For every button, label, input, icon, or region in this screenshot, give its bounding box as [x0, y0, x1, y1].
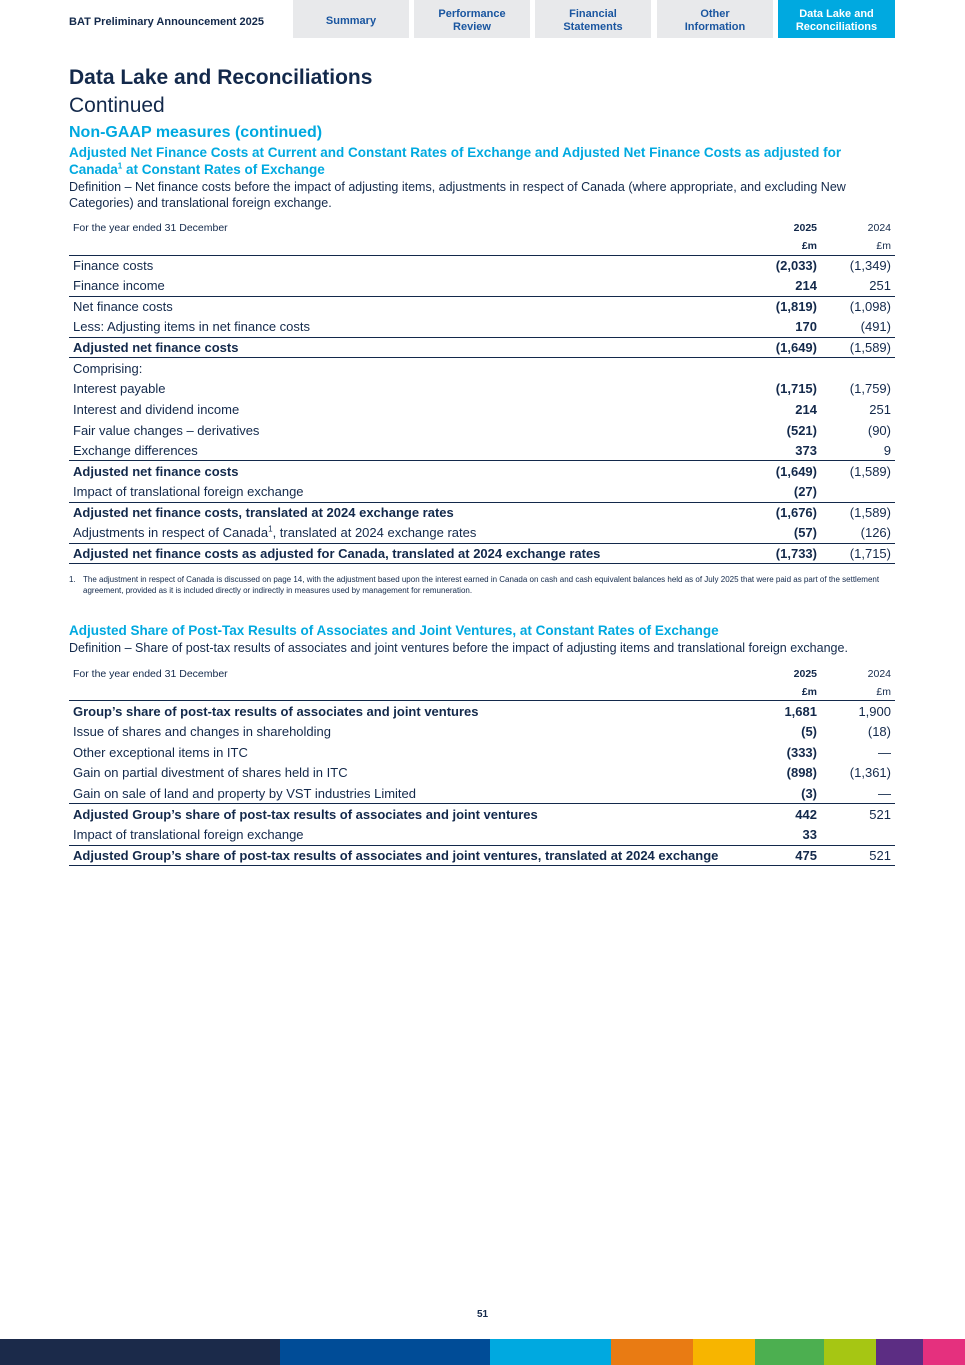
color-segment: [611, 1339, 693, 1365]
table-row: [69, 276, 895, 297]
value-2025: (521): [786, 422, 817, 438]
table2-heading: Adjusted Share of Post-Tax Results of Associates and Joint Ventures, at Constant Rates of Exchange: [69, 623, 719, 639]
footer-color-bar: [0, 1339, 965, 1365]
table-row: [69, 763, 895, 784]
value-2024: —: [878, 744, 891, 760]
associates-table: [69, 665, 895, 866]
col-2024-unit: £m: [876, 685, 891, 698]
tab-data-lake-reconciliations[interactable]: Data Lake and Reconciliations: [778, 0, 895, 38]
table-row-total: [69, 461, 895, 482]
row-label: Gain on sale of land and property by VST industries Limited: [73, 785, 417, 801]
value-2024: 1,900: [821, 701, 895, 722]
color-segment: [0, 1339, 280, 1365]
page-title: Data Lake and Reconciliations: [69, 66, 373, 89]
col-2025-header: 2025: [793, 667, 817, 680]
color-segment: [824, 1339, 876, 1365]
value-2024: (1,098): [821, 296, 895, 317]
page-subtitle: Continued: [69, 94, 165, 117]
table-row: [69, 317, 895, 338]
table-row: [69, 523, 895, 544]
col-2024-header: 2024: [867, 667, 891, 680]
row-label: Adjusted Group’s share of post-tax results of associates and joint ventures, translated at 2024 exchange: [69, 845, 741, 866]
table-row: [69, 701, 895, 722]
row-label: Impact of translational foreign exchange: [73, 827, 304, 843]
table-row-total: [69, 502, 895, 523]
period-label: For the year ended 31 December: [73, 222, 228, 234]
value-2024: (1,759): [849, 381, 891, 397]
table-row-total: [69, 804, 895, 825]
table-row: [69, 420, 895, 441]
value-2025: (1,715): [775, 381, 817, 397]
table-row: [69, 440, 895, 461]
value-2024: (1,589): [821, 461, 895, 482]
table-row: [69, 296, 895, 317]
footnote: [69, 574, 895, 596]
associates-section: [69, 622, 895, 866]
value-2024: 251: [869, 278, 891, 294]
col-2024-header: 2024: [867, 222, 891, 234]
table-row-total: [69, 337, 895, 358]
value-2025: (5): [801, 724, 817, 740]
color-segment: [280, 1339, 490, 1365]
value-2024: 521: [821, 845, 895, 866]
value-2025: (1,676): [741, 502, 821, 523]
value-2024: [821, 358, 895, 379]
row-label: Issue of shares and changes in shareholding: [73, 724, 332, 740]
value-2024: 521: [821, 804, 895, 825]
main-content: [69, 64, 895, 866]
value-2025: (1,649): [741, 461, 821, 482]
value-2024: (90): [867, 422, 891, 438]
value-2025: 373: [795, 442, 817, 458]
row-label: Adjusted net finance costs, translated at 2024 exchange rates: [69, 502, 741, 523]
table-row: [69, 255, 895, 276]
row-label: Finance income: [73, 278, 165, 294]
value-2025: (1,733): [741, 543, 821, 564]
table-header-row: [69, 665, 895, 683]
row-label: Finance costs: [69, 255, 741, 276]
value-2024: (126): [860, 525, 891, 541]
page-number: 51: [476, 1309, 489, 1320]
row-label: Exchange differences: [73, 442, 198, 458]
value-2024: [821, 482, 895, 503]
tab-summary[interactable]: Summary: [293, 0, 409, 38]
footnote-text: The adjustment in respect of Canada is discussed on page 14, with the adjustment based upon the interest earned in Canada on cash and cash equivalent balances held as of July 2025 that were paid as part of the settlement agreement, provided as it is included directly or indirectly in measures used by management for remuneration.: [83, 575, 880, 596]
col-2024-unit: £m: [876, 239, 891, 252]
table-row: [69, 379, 895, 400]
value-2025: (1,819): [741, 296, 821, 317]
value-2025: (333): [786, 744, 817, 760]
row-label: Net finance costs: [69, 296, 741, 317]
row-label: Impact of translational foreign exchange: [73, 484, 304, 500]
row-label: Adjusted Group’s share of post-tax results of associates and joint ventures: [69, 804, 741, 825]
table-row: [69, 783, 895, 804]
table-unit-row: [69, 237, 895, 255]
section-heading: Non-GAAP measures (continued): [69, 124, 323, 141]
table-row-total: [69, 845, 895, 866]
value-2025: [741, 358, 821, 379]
row-label: Group’s share of post-tax results of associates and joint ventures: [69, 701, 741, 722]
value-2025: (3): [801, 785, 817, 801]
value-2025: 442: [741, 804, 821, 825]
table-header-row: [69, 219, 895, 237]
row-label: Interest and dividend income: [73, 401, 240, 417]
table-row: [69, 358, 895, 379]
value-2024: (18): [867, 724, 891, 740]
table-row: [69, 824, 895, 845]
table-row: [69, 399, 895, 420]
table1-definition: Definition – Net finance costs before the impact of adjusting items, adjustments in respect of Canada (where appropriate, and excluding New Categories) and translational foreign exchange.: [69, 180, 846, 210]
color-segment: [755, 1339, 824, 1365]
value-2025: 170: [795, 319, 817, 335]
value-2025: 1,681: [741, 701, 821, 722]
row-label: Comprising:: [73, 361, 143, 377]
col-2025-unit: £m: [801, 239, 817, 252]
value-2024: [821, 824, 895, 845]
value-2024: 251: [869, 401, 891, 417]
row-label: Less: Adjusting items in net finance costs: [73, 319, 311, 335]
table-row-total: [69, 543, 895, 564]
value-2024: 9: [883, 442, 891, 458]
row-label: Adjusted net finance costs: [69, 461, 741, 482]
table-row: [69, 742, 895, 763]
value-2024: —: [878, 785, 891, 801]
col-2025-header: 2025: [793, 222, 817, 234]
value-2025: (2,033): [741, 255, 821, 276]
col-2025-unit: £m: [801, 685, 817, 698]
value-2024: (1,349): [821, 255, 895, 276]
row-label: Adjusted net finance costs: [69, 337, 741, 358]
period-label: For the year ended 31 December: [73, 667, 228, 680]
tab-performance-review[interactable]: Performance Review: [414, 0, 530, 38]
row-label: Other exceptional items in ITC: [73, 744, 248, 760]
value-2024: (1,589): [821, 502, 895, 523]
value-2025: (1,649): [741, 337, 821, 358]
table-unit-row: [69, 683, 895, 701]
value-2025: (27): [793, 484, 817, 500]
row-label: Adjustments in respect of Canada$^1$, translated at 2024 exchange rates: [73, 524, 477, 541]
table-row: [69, 482, 895, 503]
top-navigation: [0, 0, 965, 38]
net-finance-costs-table: [69, 219, 895, 564]
value-2025: 214: [795, 278, 817, 294]
value-2025: (57): [793, 525, 817, 541]
tab-financial-statements[interactable]: Financial Statements: [535, 0, 651, 38]
value-2025: 475: [741, 845, 821, 866]
color-segment: [923, 1339, 965, 1365]
row-label: Fair value changes – derivatives: [73, 422, 260, 438]
row-label: Gain on partial divestment of shares held in ITC: [73, 765, 348, 781]
value-2025: 214: [795, 401, 817, 417]
table2-definition: Definition – Share of post-tax results of associates and joint ventures before the impact of adjusting items and translational foreign exchange.: [69, 641, 848, 656]
color-segment: [876, 1339, 923, 1365]
value-2024: (491): [860, 319, 891, 335]
value-2024: (1,361): [849, 765, 891, 781]
row-label: Interest payable: [73, 381, 166, 397]
color-segment: [490, 1339, 611, 1365]
row-label: Adjusted net finance costs as adjusted for Canada, translated at 2024 exchange rates: [69, 543, 741, 564]
value-2024: (1,589): [821, 337, 895, 358]
tab-other-information[interactable]: Other Information: [657, 0, 773, 38]
table-row: [69, 722, 895, 743]
brand-title: BAT Preliminary Announcement 2025: [69, 16, 264, 28]
color-segment: [693, 1339, 755, 1365]
value-2025: (898): [786, 765, 817, 781]
table1-heading: Adjusted Net Finance Costs at Current and Constant Rates of Exchange and Adjusted Net Finance Costs as adjusted for Canada$^1$ at Constant Rates of Exchange: [69, 145, 842, 177]
value-2025: 33: [802, 827, 817, 843]
footnote-number: 1.: [69, 575, 76, 585]
value-2024: (1,715): [821, 543, 895, 564]
